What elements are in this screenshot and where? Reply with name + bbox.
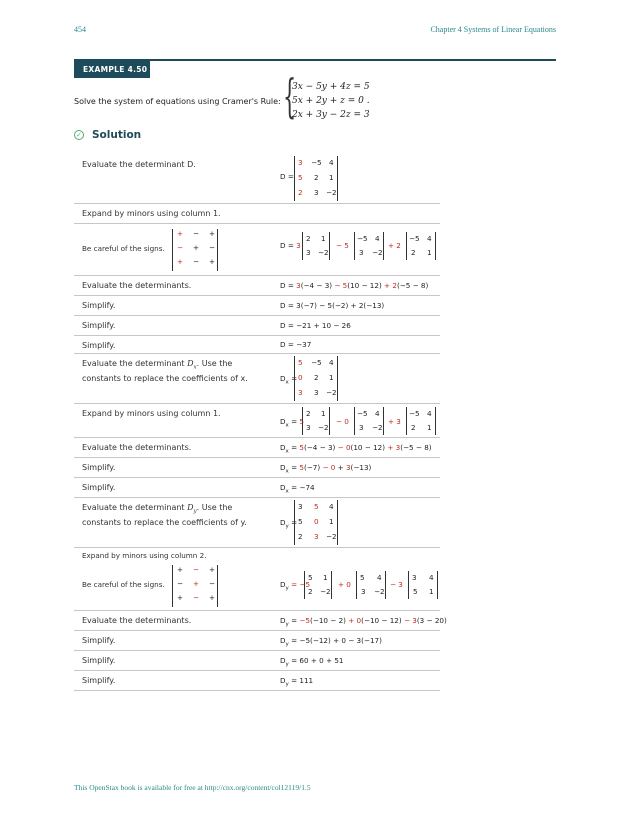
sign-cell: + [177,229,184,238]
matrix-cell: 2 [411,248,416,257]
matrix-cell: 0 [314,517,319,526]
check-circle-icon: ✓ [74,130,84,140]
step-expression: $D_y = -5(-10 - 2) + 0(-10 - 12) - 3(3 - 20)$ [280,616,447,628]
matrix-cell: 3 [298,388,303,397]
step-label: Simplify. [82,341,116,350]
sign-cell: + [209,257,216,266]
matrix-cell: −2 [320,587,331,596]
matrix-cell: 2 [298,188,303,197]
matrix-cell: 2 [306,409,311,418]
step-label: Simplify. [82,463,116,472]
minor-matrix [302,232,330,260]
label-part: . Use the [196,359,233,368]
page-number: 454 [74,25,86,34]
step-label: Expand by minors using column 1. [82,209,221,218]
equation-2 [292,96,370,106]
step-label: Simplify. [82,636,116,645]
minor-coef: 5 [299,417,304,426]
matrix-cell: 2 [298,532,303,541]
sign-cell: − [193,565,200,574]
matrix-cell: 3 [314,388,319,397]
step-row [74,631,440,651]
matrix-cell: 2 [306,234,311,243]
step-row [74,458,440,478]
minor-matrix [406,232,436,260]
example-prompt: Solve the system of equations using Cramer's Rule: [74,97,281,106]
minor-matrix [408,571,438,599]
matrix-cell: −5 [357,234,368,243]
equation-2-text: 5x + 2y + z = 0 [292,96,364,106]
matrix-cell: 1 [427,248,432,257]
sign-cell: − [209,243,216,252]
matrix-cell: 4 [377,573,382,582]
step-expression: $D_y = 111$ [280,676,314,688]
matrix-cell: 4 [329,502,334,511]
label-part: x [193,364,197,371]
matrix-cell: 3 [359,423,364,432]
step-label: Expand by minors using column 2. [82,551,207,560]
minor-coef: + 3 [388,417,401,426]
matrix-Dy [294,500,338,545]
minor-matrix [354,232,384,260]
step-label: Expand by minors using column 1. [82,409,221,418]
matrix-D [294,156,338,201]
step-lhs: $D_x$ = [280,374,298,386]
equation-system [283,69,383,125]
step-label: Simplify. [82,321,116,330]
minor-coef: + 2 [388,241,401,250]
matrix-cell: 3 [298,158,303,167]
minor-coef: − 5 [336,241,349,250]
step-row [74,336,440,354]
matrix-cell: 5 [314,502,319,511]
matrix-cell: 4 [429,573,434,582]
equation-1: 3x − 5y + 4z = 5 [292,82,370,92]
step-expression: $D_y = -5(-12) + 0 - 3(-17)$ [280,636,382,648]
left-brace: { [283,69,297,123]
matrix-cell: 5 [360,573,365,582]
matrix-cell: 1 [427,423,432,432]
matrix-cell: 4 [329,158,334,167]
step-row [74,296,440,316]
matrix-cell: 3 [306,248,311,257]
sign-matrix [172,565,218,607]
label-part: D [187,503,194,512]
step-label: Evaluate the determinants. [82,443,192,452]
sign-cell: − [193,229,200,238]
step-row [74,563,440,611]
step-lhs: $D_x = 5$ [280,417,304,429]
step-row [74,611,447,631]
step-expression: D = −37 [280,340,312,349]
matrix-cell: 3 [314,188,319,197]
sign-cell: + [209,593,216,602]
matrix-cell: −5 [409,234,420,243]
matrix-cell: −5 [311,358,322,367]
matrix-cell: 3 [359,248,364,257]
step-row [74,224,440,276]
equation-3: 2x + 3y − 2z = 3 [292,110,370,120]
expr-text: = −5(−12) + 0 − 3(−17) [291,636,382,645]
matrix-cell: 1 [321,234,326,243]
step-expression: $D_y = 60 + 0 + 51$ [280,656,344,668]
matrix-cell: 4 [427,409,432,418]
step-row [74,438,440,458]
step-expression: $D_x = -74$ [280,483,315,495]
step-label: Be careful of the signs. [82,244,165,253]
sign-cell: + [177,565,184,574]
matrix-cell: −5 [357,409,368,418]
sign-cell: − [177,243,184,252]
step-row [74,498,440,548]
step-label: constants to replace the coefficients of x. [82,374,248,383]
minor-coef: 3 [296,241,301,250]
sign-cell: + [177,257,184,266]
step-row [74,276,440,296]
step-label: Be careful of the signs. [82,580,165,589]
matrix-cell: −2 [326,388,337,397]
step-lhs: D = 3 [280,241,301,250]
label-part: D [187,359,194,368]
matrix-cell: 2 [314,373,319,382]
minor-coef: − 0 [336,417,349,426]
matrix-cell: 3 [298,502,303,511]
sign-cell: − [209,579,216,588]
step-lhs: $D_y$ = [280,518,298,530]
label-part: Evaluate the determinant [82,359,185,368]
sign-cell: + [177,593,184,602]
solution-title: Solution [92,129,142,141]
minor-matrix [302,407,330,435]
matrix-cell: 5 [413,587,418,596]
matrix-cell: 5 [308,573,313,582]
matrix-cell: −5 [311,158,322,167]
step-row [74,651,440,671]
expr-text: = 60 + 0 + 51 [291,656,344,665]
example-badge: EXAMPLE 4.50 [74,61,150,78]
step-expression: D = 3(−4 − 3) − 5(10 − 12) + 2(−5 − 8) [280,281,429,290]
minor-matrix [304,571,332,599]
step-expression: $D_x = 5(-7) - 0 + 3(-13)$ [280,463,372,475]
minor-coef: − 3 [390,580,403,589]
matrix-cell: 3 [306,423,311,432]
chapter-title: Chapter 4 Systems of Linear Equations [430,25,556,34]
matrix-cell: 3 [361,587,366,596]
step-label: Simplify. [82,301,116,310]
matrix-cell: 4 [375,409,380,418]
expr-text: = −74 [291,483,315,492]
matrix-cell: 2 [411,423,416,432]
label-part: y [193,508,197,515]
matrix-cell: 1 [329,373,334,382]
matrix-cell: 1 [429,587,434,596]
matrix-cell: 1 [329,173,334,182]
step-label: Evaluate the determinants. [82,281,192,290]
minor-matrix [406,407,436,435]
matrix-cell: 1 [323,573,328,582]
matrix-cell: 3 [314,532,319,541]
sign-cell: − [193,593,200,602]
matrix-cell: −2 [372,423,383,432]
step-label: Simplify. [82,483,116,492]
minor-coef: = −5 [291,580,311,589]
matrix-cell: −2 [326,532,337,541]
step-lhs: $D_y = -5$ [280,580,311,592]
trailing-period: . [366,96,370,106]
step-lhs: D = [280,172,294,181]
sign-cell: + [193,579,200,588]
step-expression: D = 3(−7) − 5(−2) + 2(−13) [280,301,385,310]
step-row [74,671,440,691]
sign-cell: − [193,257,200,266]
step-row [74,548,440,563]
matrix-cell: −2 [326,188,337,197]
step-label: Evaluate the determinant D. [82,160,196,169]
label-part: . Use the [196,503,233,512]
sign-cell: + [209,229,216,238]
minor-matrix [356,571,386,599]
footer-note: This OpenStax book is available for free at http://cnx.org/content/col12119/1.5 [74,783,311,792]
expr-text: = 111 [291,676,314,685]
minor-coef: + 0 [338,580,351,589]
step-label: Simplify. [82,676,116,685]
step-label: Simplify. [82,656,116,665]
matrix-cell: 4 [375,234,380,243]
matrix-cell: −2 [318,423,329,432]
matrix-cell: −2 [374,587,385,596]
matrix-cell: −5 [409,409,420,418]
step-row [74,404,440,438]
matrix-cell: 3 [412,573,417,582]
matrix-Dx [294,356,338,401]
minor-matrix [354,407,384,435]
matrix-cell: 4 [329,358,334,367]
matrix-cell: 5 [298,173,303,182]
matrix-cell: 2 [308,587,313,596]
step-row [74,316,440,336]
step-row [74,152,440,204]
step-label: Evaluate the determinants. [82,616,192,625]
sign-cell: − [177,579,184,588]
matrix-cell: 4 [427,234,432,243]
step-row [74,354,440,404]
matrix-cell: −2 [318,248,329,257]
step-row [74,478,440,498]
step-row [74,204,440,224]
matrix-cell: 1 [321,409,326,418]
step-expression: D = −21 + 10 − 26 [280,321,351,330]
step-expression: $D_x = 5(-4 - 3) - 0(10 - 12) + 3(-5 - 8)$ [280,443,432,455]
matrix-cell: −2 [372,248,383,257]
matrix-cell: 5 [298,358,303,367]
matrix-cell: 5 [298,517,303,526]
matrix-cell: 1 [329,517,334,526]
sign-cell: + [193,243,200,252]
sign-matrix [172,229,218,271]
sign-cell: + [209,565,216,574]
matrix-cell: 0 [298,373,303,382]
step-label: constants to replace the coefficients of y. [82,518,247,527]
matrix-cell: 2 [314,173,319,182]
label-part: Evaluate the determinant [82,503,185,512]
